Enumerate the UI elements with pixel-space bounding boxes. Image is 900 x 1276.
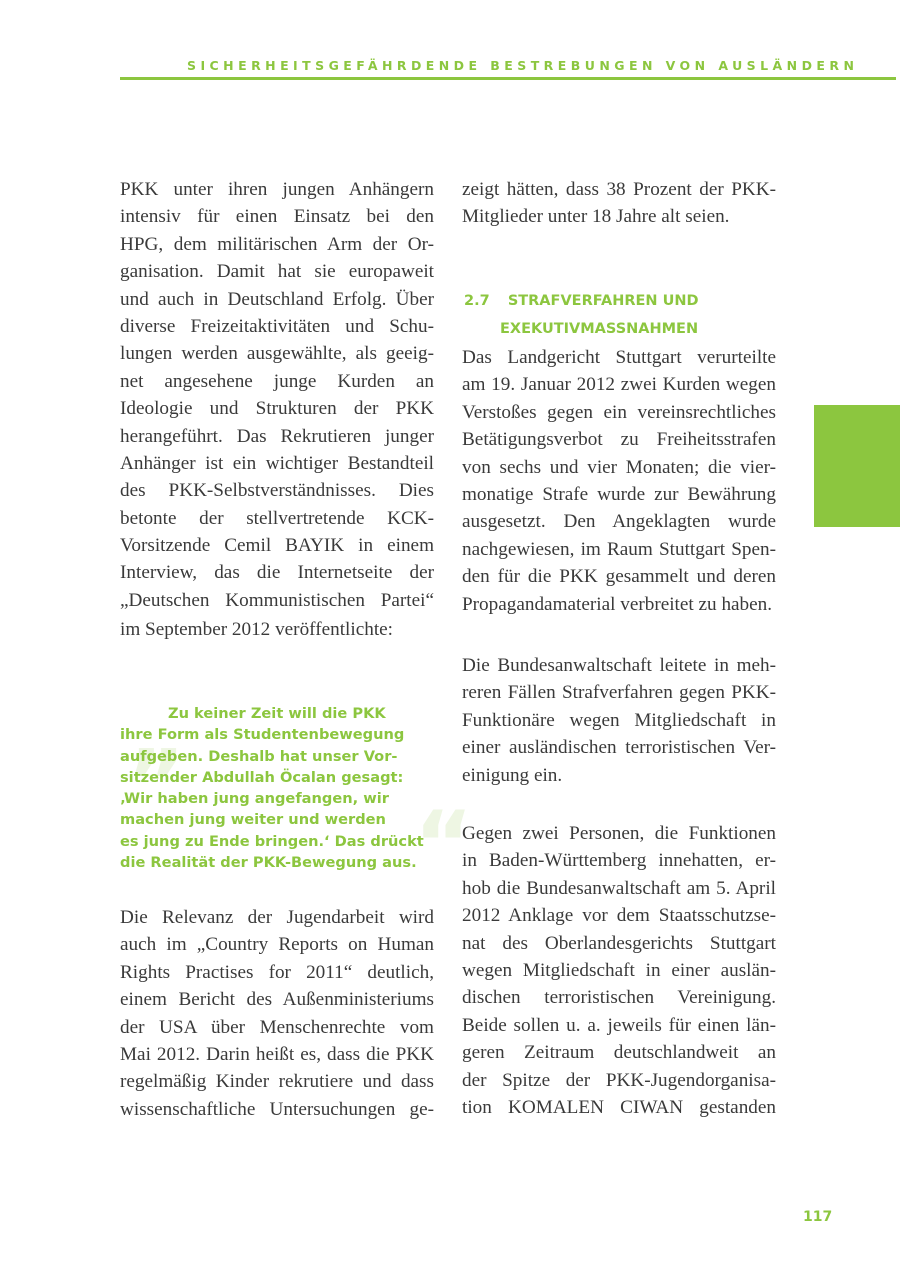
- quote-line: Zu keiner Zeit will die PKK: [168, 705, 386, 722]
- text-line: geren Zeitraum deutschlandweit an: [462, 1042, 776, 1064]
- text-line: Propagandamaterial verbreitet zu haben.: [462, 593, 773, 615]
- page-number: 117: [803, 1209, 833, 1225]
- pull-quote-text: [120, 703, 440, 873]
- text-line: Gegen zwei Personen, die Funktionen: [462, 823, 776, 844]
- text-line: einigung ein.: [462, 764, 563, 786]
- text-line: PKK unter ihren jungen Anhängern: [120, 179, 434, 200]
- quote-line: aufgeben. Deshalb hat unser Vor-: [120, 747, 398, 765]
- text-line: einer ausländischen terroristischen Ver-: [462, 737, 776, 759]
- right-paragraph-3: [462, 652, 776, 789]
- quote-line: machen jung weiter und werden: [120, 811, 386, 829]
- text-line: Betätigungsverbot zu Freiheitsstrafen: [462, 429, 776, 451]
- text-line: ausgesetzt. Den Angeklagten wurde: [462, 511, 776, 533]
- text-line: im September 2012 veröffentlichte:: [120, 619, 393, 641]
- text-line: Rights Practises for 2011“ deutlich,: [120, 961, 434, 983]
- text-line: den für die PKK gesammelt und deren: [462, 566, 776, 588]
- close-quote-mark: “: [414, 792, 474, 897]
- chapter-thumb-tab: [814, 405, 900, 527]
- text-line: 2012 Anklage vor dem Staatsschutzse-: [462, 905, 776, 927]
- right-paragraph-1: [462, 176, 776, 231]
- quote-line: es jung zu Ende bringen.‘ Das drückt: [120, 832, 424, 850]
- right-paragraph-4: [462, 820, 776, 1121]
- left-paragraph-2: [120, 904, 434, 1123]
- text-line: Verstoßes gegen ein vereinsrechtliches: [462, 401, 776, 423]
- text-line: des PKK-Selbstverständnisses. Dies: [120, 480, 434, 502]
- right-paragraph-2: [462, 344, 776, 618]
- text-line: tion KOMALEN CIWAN gestanden: [462, 1096, 776, 1118]
- text-line: in Baden-Württemberg innehatten, er-: [462, 850, 776, 872]
- text-line: diverse Freizeitaktivitäten und Schu-: [120, 315, 434, 337]
- text-line: von sechs und vier Monaten; die vier-: [462, 456, 776, 478]
- open-quote-mark: „: [128, 682, 188, 787]
- quote-line: die Realität der PKK-Bewegung aus.: [120, 854, 417, 872]
- text-line: nachgewiesen, im Raum Stuttgart Spen-: [462, 538, 776, 560]
- left-paragraph-1: [120, 176, 434, 644]
- text-line: „Deutschen Kommunistischen Partei“: [120, 589, 434, 611]
- text-line: hob die Bundesanwaltschaft am 5. April: [462, 877, 776, 899]
- text-line: der Spitze der PKK-Jugendorganisa-: [462, 1069, 776, 1091]
- text-line: ganisation. Damit hat sie europaweit: [120, 261, 434, 283]
- text-line: net angesehene junge Kurden an: [120, 370, 434, 392]
- section-heading-line-1: [464, 293, 699, 309]
- text-line: auch im „Country Reports on Human: [120, 934, 434, 956]
- text-line: wissenschaftliche Untersuchungen ge-: [120, 1098, 434, 1120]
- text-line: wegen Mitgliedschaft in einer auslän-: [462, 959, 776, 981]
- text-line: herangeführt. Das Rekrutieren junger: [120, 425, 434, 447]
- text-line: Beide sollen u. a. jeweils für einen län-: [462, 1014, 776, 1036]
- section-number: 2.7: [464, 293, 490, 309]
- text-line: HPG, dem militärischen Arm der Or-: [120, 233, 434, 255]
- text-line: einem Bericht des Außenministeriums: [120, 989, 434, 1011]
- text-line: Mai 2012. Darin heißt es, dass die PKK: [120, 1043, 434, 1065]
- section-title-line-2: EXEKUTIVMASSNAHMEN: [500, 321, 699, 337]
- text-line: Vorsitzende Cemil BAYIK in einem: [120, 535, 434, 557]
- text-line: der USA über Menschenrechte vom: [120, 1016, 434, 1038]
- text-line: reren Fällen Strafverfahren gegen PKK-: [462, 682, 776, 704]
- text-line: monatige Strafe wurde zur Bewährung: [462, 483, 776, 505]
- text-line: lungen werden ausgewählte, als geeig-: [120, 343, 434, 365]
- quote-line: sitzender Abdullah Öcalan gesagt:: [120, 768, 404, 786]
- text-line: Funktionäre wegen Mitgliedschaft in: [462, 709, 776, 731]
- running-header-title: SICHERHEITSGEFÄHRDENDE BESTREBUNGEN VON AUSLÄNDERN: [187, 58, 859, 73]
- text-line: am 19. Januar 2012 zwei Kurden wegen: [462, 374, 776, 396]
- text-line: zeigt hätten, dass 38 Prozent der PKK-: [462, 179, 776, 200]
- quote-line: ihre Form als Studentenbewegung: [120, 726, 405, 744]
- text-line: dischen terroristischen Vereinigung.: [462, 987, 776, 1009]
- quote-line: ‚Wir haben jung angefangen, wir: [120, 790, 389, 808]
- text-line: betonte der stellvertretende KCK-: [120, 507, 434, 529]
- text-line: Anhänger ist ein wichtiger Bestandteil: [120, 452, 434, 474]
- section-title-line-1: STRAFVERFAHREN UND: [507, 293, 699, 309]
- text-line: nat des Oberlandesgerichts Stuttgart: [462, 932, 776, 954]
- text-line: regelmäßig Kinder rekrutiere und dass: [120, 1071, 434, 1093]
- text-line: Die Relevanz der Jugendarbeit wird: [120, 907, 434, 928]
- text-line: Die Bundesanwaltschaft leitete in meh-: [462, 655, 776, 676]
- text-line: Mitglieder unter 18 Jahre alt seien.: [462, 206, 730, 228]
- header-divider: [120, 77, 896, 80]
- text-line: intensiv für einen Einsatz bei den: [120, 206, 434, 228]
- text-line: Ideologie und Strukturen der PKK: [120, 398, 434, 420]
- text-line: Interview, das die Internetseite der: [120, 562, 434, 584]
- text-line: Das Landgericht Stuttgart verurteilte: [462, 347, 776, 368]
- text-line: und auch in Deutschland Erfolg. Über: [120, 288, 434, 310]
